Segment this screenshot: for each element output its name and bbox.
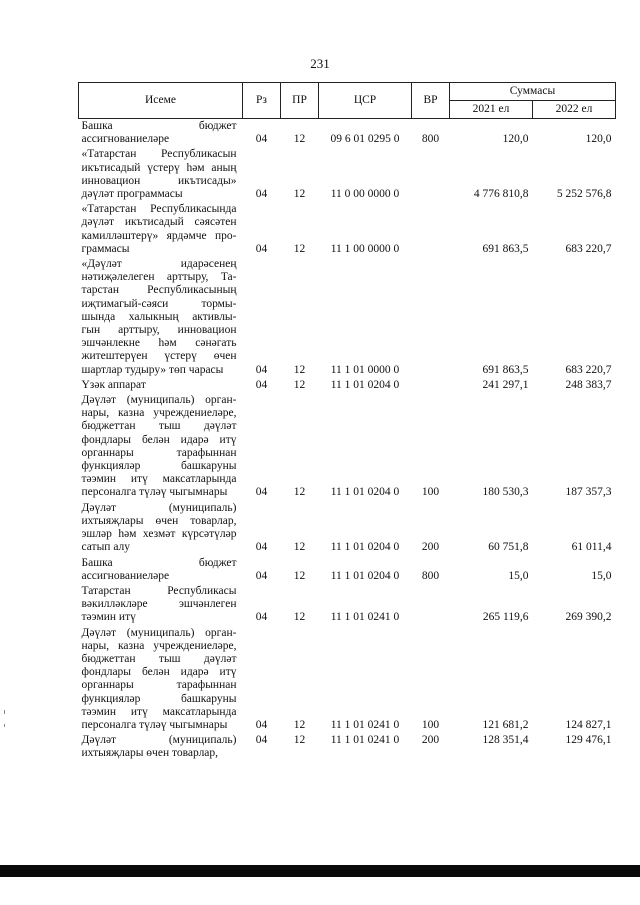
- row-csr: 11 1 01 0241 0: [330, 718, 400, 731]
- row-vr: 800: [421, 133, 440, 146]
- row-vr: [412, 257, 450, 378]
- row-name-line: органнары тарафыннан: [81, 679, 237, 692]
- header-pr: ПР: [281, 83, 319, 119]
- row-value-2022: 248 383,7: [565, 378, 612, 391]
- row-name: [79, 147, 243, 202]
- header-year-2022: 2022 ел: [533, 101, 616, 119]
- row-csr: 11 1 01 0204 0: [330, 541, 400, 554]
- row-pr: 12: [293, 611, 306, 624]
- row-value-2022: 269 390,2: [565, 611, 612, 624]
- row-name: [79, 119, 243, 148]
- row-value-2022: 683 220,7: [565, 363, 612, 376]
- row-name-line: тәэмин итү: [81, 611, 136, 624]
- row-value-2021: 15,0: [508, 569, 529, 582]
- row-rz: 04: [255, 378, 268, 391]
- row-name-line: нары, казна учреждениеләре,: [81, 407, 237, 420]
- row-name-line: Дәүләт (муниципаль): [81, 501, 237, 514]
- row-value-2021: 120,0: [502, 133, 529, 146]
- table-header: [79, 83, 616, 119]
- header-year-2021: 2021 ел: [450, 101, 533, 119]
- row-value-2022: 120,0: [585, 133, 612, 146]
- row-csr: 11 1 00 0000 0: [330, 242, 400, 255]
- row-name-line: шартлар тудыру» төп чарасы: [81, 363, 224, 376]
- row-csr: 11 1 01 0204 0: [330, 569, 400, 582]
- row-name: [79, 733, 243, 761]
- row-name-line: вәкилләкләре эшчәнлеген: [81, 598, 237, 611]
- row-vr: [412, 147, 450, 202]
- row-rz: 04: [255, 486, 268, 499]
- row-value-2021: 691 863,5: [482, 363, 529, 376]
- row-name-line: ассигнованиеләре: [81, 133, 170, 146]
- row-name-line: эшчәнлекне һәм сәнәгать: [81, 337, 237, 350]
- row-name: [79, 393, 243, 501]
- row-name-line: инновацион икътисады»: [81, 174, 237, 187]
- row-pr: 12: [293, 242, 306, 255]
- header-csr: ЦСР: [319, 83, 412, 119]
- row-name-line: бюджеттан тыш дәүләт: [81, 652, 237, 665]
- row-value-2022: 187 357,3: [565, 486, 612, 499]
- row-csr: 11 1 01 0000 0: [330, 363, 400, 376]
- row-value-2021: 60 751,8: [488, 541, 529, 554]
- row-vr: 200: [421, 734, 440, 747]
- row-name-line: икътисадый үстерү һәм аның: [81, 161, 237, 174]
- row-name-line: тарстан Республикасының: [81, 284, 237, 297]
- row-name-line: персоналга түләү чыгымнары: [81, 486, 228, 499]
- row-value-2021: 691 863,5: [482, 242, 529, 255]
- row-name-line: ихтыяҗлары өчен товарлар,: [81, 514, 237, 527]
- row-name: [79, 501, 243, 556]
- row-csr: 11 1 01 0204 0: [330, 486, 400, 499]
- row-name: [79, 202, 243, 257]
- row-name-line: дәүләт икътисадый сәясәтен: [81, 216, 237, 229]
- table-row: [79, 393, 616, 501]
- row-name: [79, 626, 243, 734]
- row-value-2022: 683 220,7: [565, 242, 612, 255]
- row-name-line: граммасы: [81, 242, 130, 255]
- row-name-line: фондлары белән идарә итү: [81, 666, 237, 679]
- row-name-line: тәэмин итү максатларында: [81, 705, 237, 718]
- row-csr: 11 1 01 0241 0: [330, 611, 400, 624]
- row-name-line: тәэмин итү максатларында: [81, 473, 237, 486]
- table-row: [79, 147, 616, 202]
- row-pr: 12: [293, 734, 306, 747]
- row-name-line: иҗтимагый-сәяси тормы-: [81, 297, 237, 310]
- row-pr: 12: [293, 486, 306, 499]
- row-name-line: Дәүләт (муниципаль): [81, 734, 237, 747]
- scan-mark: [4, 710, 5, 714]
- row-value-2022: 124 827,1: [565, 718, 612, 731]
- row-name-line: нәтиҗәлелеген арттыру, Та-: [81, 271, 237, 284]
- row-name-line: Башка бюджет: [81, 120, 237, 132]
- row-name-line: органнары тарафыннан: [81, 446, 237, 459]
- row-name-line: фондлары белән идарә итү: [81, 433, 237, 446]
- row-csr: 11 1 01 0204 0: [330, 378, 400, 391]
- row-name: [79, 257, 243, 378]
- row-value-2022: 5 252 576,8: [556, 188, 612, 201]
- row-vr: 200: [421, 541, 440, 554]
- row-name-line: сатып алу: [81, 541, 131, 554]
- row-name: [79, 584, 243, 626]
- row-name-line: ассигнованиеләре: [81, 569, 170, 582]
- budget-table: [78, 82, 616, 762]
- table-row: [79, 556, 616, 584]
- row-name-line: нары, казна учреждениеләре,: [81, 639, 237, 652]
- row-value-2022: 15,0: [591, 569, 612, 582]
- row-vr: [412, 378, 450, 393]
- table-row: [79, 119, 616, 148]
- page-number: 231: [310, 56, 330, 71]
- row-name-line: Дәүләт (муниципаль) орган-: [81, 394, 237, 407]
- row-name-line: дәүләт программасы: [81, 188, 183, 201]
- header-name: Исеме: [79, 83, 243, 119]
- row-value-2021: 121 681,2: [482, 718, 529, 731]
- scan-border: [0, 865, 640, 877]
- row-name-line: ихтыяҗлары өчен товарлар,: [81, 747, 219, 760]
- row-name-line: камилләштерү» ярдәмче про-: [81, 229, 237, 242]
- row-csr: 11 1 01 0241 0: [330, 734, 400, 747]
- table-row: [79, 202, 616, 257]
- row-value-2022: 129 476,1: [565, 734, 612, 747]
- row-name-line: Башка бюджет: [81, 556, 237, 569]
- header-rz: Рз: [243, 83, 281, 119]
- row-name-line: «Татарстан Республикасында: [81, 203, 237, 216]
- row-vr: 100: [421, 718, 440, 731]
- row-name-line: Үзәк аппарат: [81, 378, 146, 391]
- row-rz: 04: [255, 133, 268, 146]
- row-csr: 09 6 01 0295 0: [330, 133, 400, 146]
- table-row: [79, 733, 616, 761]
- row-name-line: эшләр һәм хезмәт күрсәтүләр: [81, 528, 237, 541]
- row-vr: 800: [421, 569, 440, 582]
- row-pr: 12: [293, 363, 306, 376]
- row-name-line: «Дәүләт идарәсенең: [81, 258, 237, 271]
- row-name-line: «Татарстан Республикасын: [81, 148, 237, 161]
- row-value-2021: 180 530,3: [482, 486, 529, 499]
- row-value-2021: 4 776 810,8: [473, 188, 529, 201]
- row-csr: 11 0 00 0000 0: [330, 188, 400, 201]
- row-name-line: шында халыкның активлы-: [81, 310, 237, 323]
- row-rz: 04: [255, 718, 268, 731]
- row-name-line: Дәүләт (муниципаль) орган-: [81, 626, 237, 639]
- row-rz: 04: [255, 541, 268, 554]
- row-pr: 12: [293, 188, 306, 201]
- row-name-line: функцияләр башкаруны: [81, 460, 237, 473]
- row-rz: 04: [255, 569, 268, 582]
- row-value-2021: 241 297,1: [482, 378, 529, 391]
- table-row: [79, 501, 616, 556]
- row-vr: 100: [421, 486, 440, 499]
- row-rz: 04: [255, 188, 268, 201]
- row-value-2022: 61 011,4: [571, 541, 612, 554]
- row-vr: [412, 584, 450, 626]
- header-vr: ВР: [412, 83, 450, 119]
- row-name-line: персоналга түләү чыгымнары: [81, 718, 228, 731]
- row-value-2021: 128 351,4: [482, 734, 529, 747]
- row-name-line: функцияләр башкаруны: [81, 692, 237, 705]
- scan-mark: [4, 724, 5, 727]
- header-sums: Суммасы: [450, 83, 616, 101]
- row-pr: 12: [293, 133, 306, 146]
- table-row: [79, 584, 616, 626]
- row-rz: 04: [255, 611, 268, 624]
- row-rz: 04: [255, 242, 268, 255]
- row-name-line: бюджеттан тыш дәүләт: [81, 420, 237, 433]
- row-name-line: гын арттыру, инновацион: [81, 324, 237, 337]
- row-name-line: Татарстан Республикасы: [81, 584, 237, 597]
- row-pr: 12: [293, 378, 306, 391]
- table-row: [79, 626, 616, 734]
- table-row: [79, 257, 616, 378]
- row-pr: 12: [293, 541, 306, 554]
- table-body: [79, 119, 616, 762]
- row-rz: 04: [255, 363, 268, 376]
- row-value-2021: 265 119,6: [482, 611, 529, 624]
- row-pr: 12: [293, 718, 306, 731]
- row-name: [79, 378, 243, 393]
- row-name: [79, 556, 243, 584]
- table-row: [79, 378, 616, 393]
- row-rz: 04: [255, 734, 268, 747]
- row-vr: [412, 202, 450, 257]
- row-name-line: житештерүен үстерү өчен: [81, 350, 237, 363]
- row-pr: 12: [293, 569, 306, 582]
